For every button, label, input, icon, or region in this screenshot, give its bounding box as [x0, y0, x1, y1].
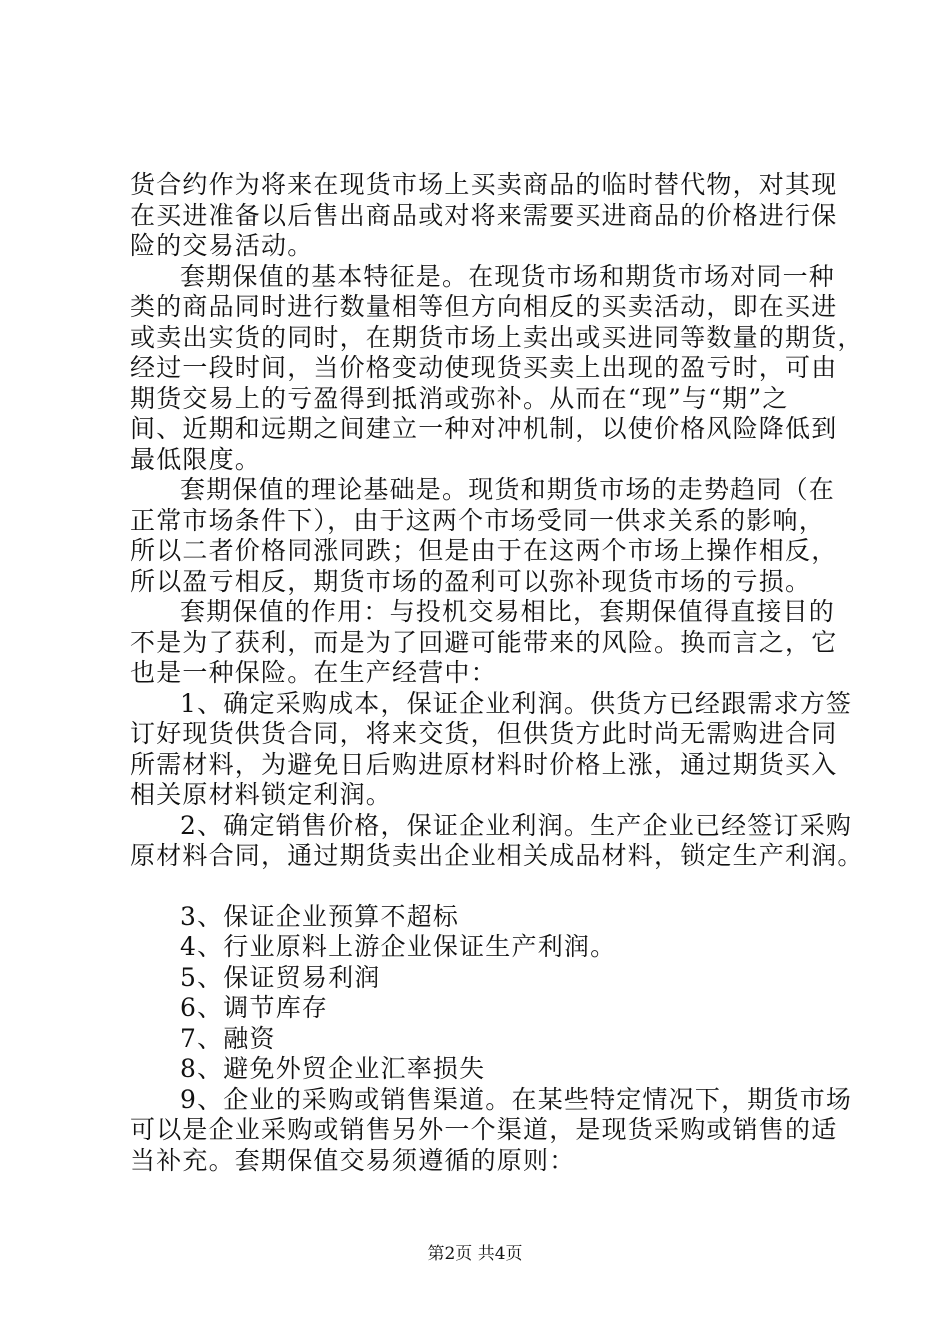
- text-line: 类的商品同时进行数量相等但方向相反的买卖活动，即在买进: [130, 292, 838, 321]
- text-line: 订好现货供货合同，将来交货，但供货方此时尚无需购进合同: [130, 719, 838, 748]
- text-line: 套期保值的理论基础是。现货和期货市场的走势趋同（在: [180, 475, 836, 504]
- text-line: 1、确定采购成本，保证企业利润。供货方已经跟需求方签: [180, 688, 853, 718]
- text-line: 经过一段时间，当价格变动使现货买卖上出现的盈亏时，可由: [130, 353, 838, 382]
- text-line: 或卖出实货的同时，在期货市场上卖出或买进同等数量的期货，: [130, 322, 864, 352]
- list-item: 6、调节库存: [180, 993, 329, 1022]
- text-line: 当补充。套期保值交易须遵循的原则：: [130, 1145, 576, 1175]
- text-line: 套期保值的作用：与投机交易相比，套期保值得直接目的: [180, 597, 836, 626]
- text-line: 所需材料，为避免日后购进原材料时价格上涨，通过期货买入: [130, 749, 838, 779]
- list-item: 7、融资: [180, 1023, 276, 1053]
- text-line: 原材料合同，通过期货卖出企业相关成品材料，锁定生产利润。: [130, 841, 864, 870]
- list-item: 4、行业原料上游企业保证生产利润。: [180, 932, 617, 961]
- paragraph-gap: [130, 872, 850, 902]
- text-line: 正常市场条件下），由于这两个市场受同一供求关系的影响，: [130, 505, 825, 535]
- text-line: 2、确定销售价格，保证企业利润。生产企业已经签订采购: [180, 810, 853, 840]
- text-line: 货合约作为将来在现货市场上买卖商品的临时替代物，对其现: [130, 170, 838, 199]
- text-line: 相关原材料锁定利润。: [130, 780, 393, 809]
- text-line: 不是为了获利，而是为了回避可能带来的风险。换而言之，它: [130, 627, 838, 657]
- text-line: 可以是企业采购或销售另外一个渠道，是现货采购或销售的适: [130, 1115, 838, 1144]
- text-line: 所以盈亏相反，期货市场的盈利可以弥补现货市场的亏损。: [130, 566, 812, 596]
- text-line: 套期保值的基本特征是。在现货市场和期货市场对同一种: [180, 261, 836, 291]
- list-item: 3、保证企业预算不超标: [180, 901, 460, 931]
- list-item: 5、保证贸易利润: [180, 962, 381, 992]
- text-line: 最低限度。: [130, 444, 262, 474]
- document-body: [130, 170, 864, 1176]
- text-line: 间、近期和远期之间建立一种对冲机制，以使价格风险降低到: [130, 414, 838, 443]
- text-line: 所以二者价格同涨同跌；但是由于在这两个市场上操作相反，: [130, 536, 838, 565]
- list-item: 9、企业的采购或销售渠道。在某些特定情况下，期货市场: [180, 1084, 853, 1114]
- text-line: 期货交易上的亏盈得到抵消或弥补。从而在“现”与“期”之: [130, 383, 789, 413]
- list-item: 8、避免外贸企业汇率损失: [180, 1054, 486, 1083]
- text-line: 也是一种保险。在生产经营中：: [130, 658, 497, 687]
- text-line: 在买进准备以后售出商品或对将来需要买进商品的价格进行保: [130, 200, 838, 230]
- text-line: 险的交易活动。: [130, 231, 314, 260]
- page-number-footer: 第2页 共4页: [427, 1244, 523, 1264]
